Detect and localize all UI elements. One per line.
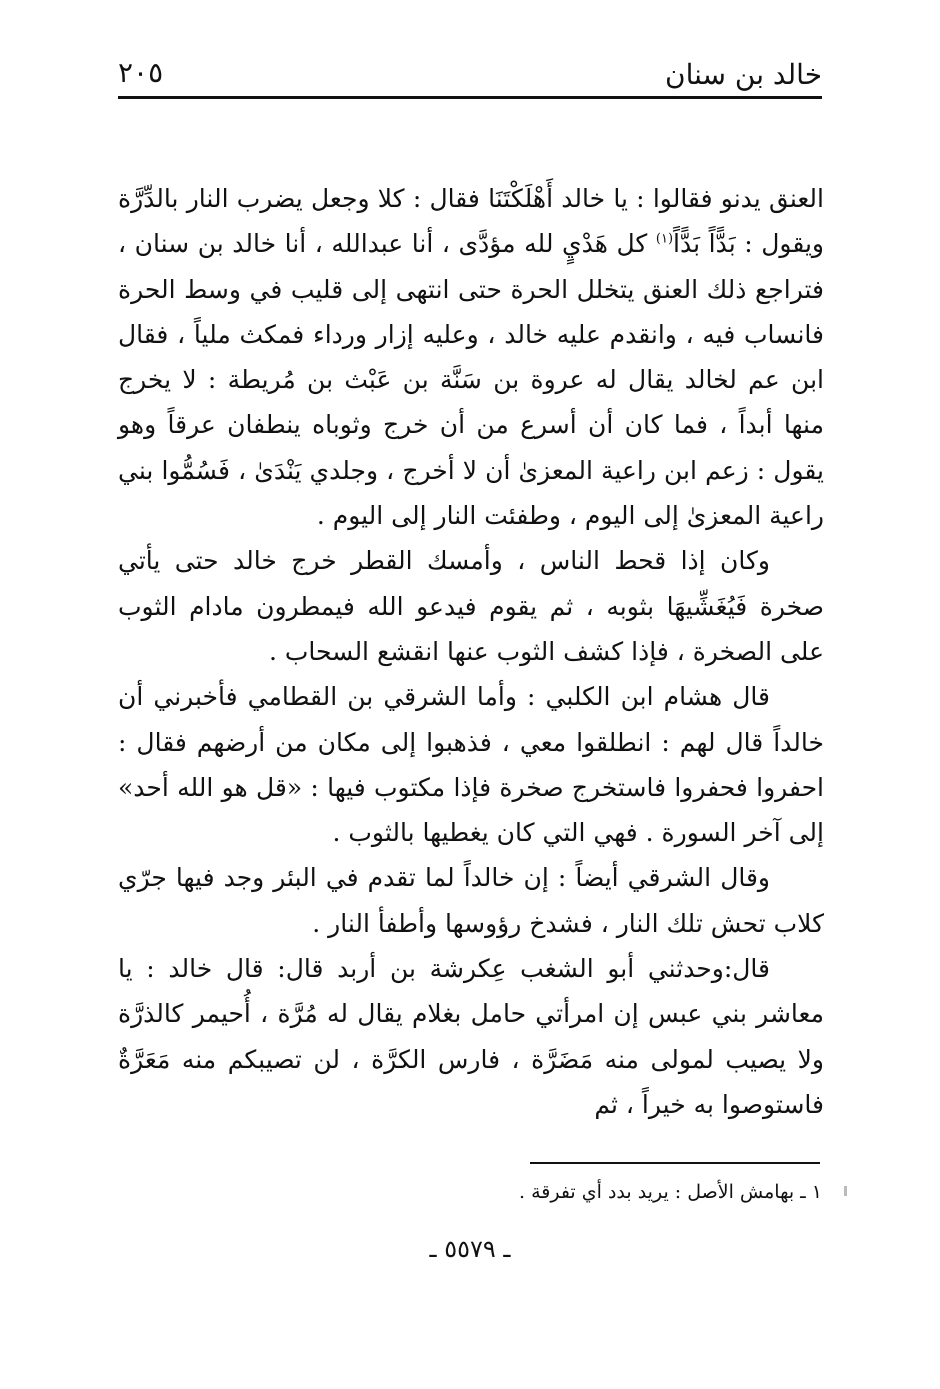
footnote: ١ ـ بهامش الأصل : يريد بدد أي تفرقة . bbox=[518, 1181, 822, 1203]
paragraph: وكان إذا قحط الناس ، وأمسك القطر خرج خالد حتى يأتي صخرة فَيُغَشِّيهَا بثوبه ، ثم يقوم فيدعو الله فيمطرون مادام الثوب على الصخرة ، فإذا كشف الثوب عنها انقشع السحاب . bbox=[118, 546, 824, 666]
paragraph-text: العنق يدنو فقالوا : يا خالد أَهْلَكْتَنَا فقال : كلا وجعل يضرب النار بالدِّرَّة ويقول : بَدًّاً بَدًّاً bbox=[118, 184, 824, 259]
page-number-bottom: ـ ٥٥٧٩ ـ bbox=[429, 1235, 511, 1263]
main-text bbox=[118, 176, 824, 1127]
paragraph bbox=[118, 176, 824, 538]
header-rule bbox=[118, 96, 822, 99]
footnote-rule bbox=[530, 1162, 820, 1164]
paragraph: وقال الشرقي أيضاً : إن خالداً لما تقدم في البئر وجد فيها جرّي كلاب تحش تلك النار ، فشدخ رؤوسها وأطفأ النار . bbox=[118, 863, 824, 938]
paragraph-text: كل هَدْيٍ لله مؤدَّى ، أنا عبدالله ، أنا خالد بن سنان ، فتراجع ذلك العنق يتخلل الحرة حتى انتهى إلى قليب في وسط الحرة فانساب فيه ، وانقدم عليه خالد ، وعليه إزار ورداء فمكث ملياً ، فقال ابن عم لخالد يقال له عروة بن سَنَّة بن عَبْث بن مُريطة : لا يخرج منها أبداً ، فما كان أن أسرع من أن خرج وثوباه ينطفان عرقاً وهو يقول : زعم ابن راعية المعزىٰ أن لا أخرج ، وجلدي يَنْدَىٰ ، فَسُمُّوا بني راعية المعزىٰ إلى اليوم ، وطفئت النار إلى اليوم . bbox=[118, 229, 824, 531]
margin-speck bbox=[844, 1186, 847, 1196]
running-header bbox=[118, 52, 822, 98]
page-number-top: ٢٠٥ bbox=[118, 56, 164, 89]
paragraph: قال هشام ابن الكلبي : وأما الشرقي بن القطامي فأخبرني أن خالداً قال لهم : انطلقوا معي ، فذهبوا إلى مكان من أرضهم فقال : احفروا فحفروا فاستخرج صخرة فإذا مكتوب فيها : «قل هو الله أحد» إلى آخر السورة . فهي التي كان يغطيها بالثوب . bbox=[118, 682, 824, 848]
paragraph: قال:وحدثني أبو الشغب عِكرشة بن أربد قال: قال خالد : يا معاشر بني عبس إن امرأتي حامل بغلام يقال له مُرَّة ، أُحيمر كالذرَّة ولا يصيب لمولى منه مَضَرَّة ، فارس الكرَّة ، لن تصيبكم منه مَعَرَّةٌ فاستوصوا به خيراً ، ثم bbox=[118, 954, 824, 1119]
running-title: خالد بن سنان bbox=[665, 58, 822, 91]
footnote-marker: (١) bbox=[655, 231, 674, 247]
